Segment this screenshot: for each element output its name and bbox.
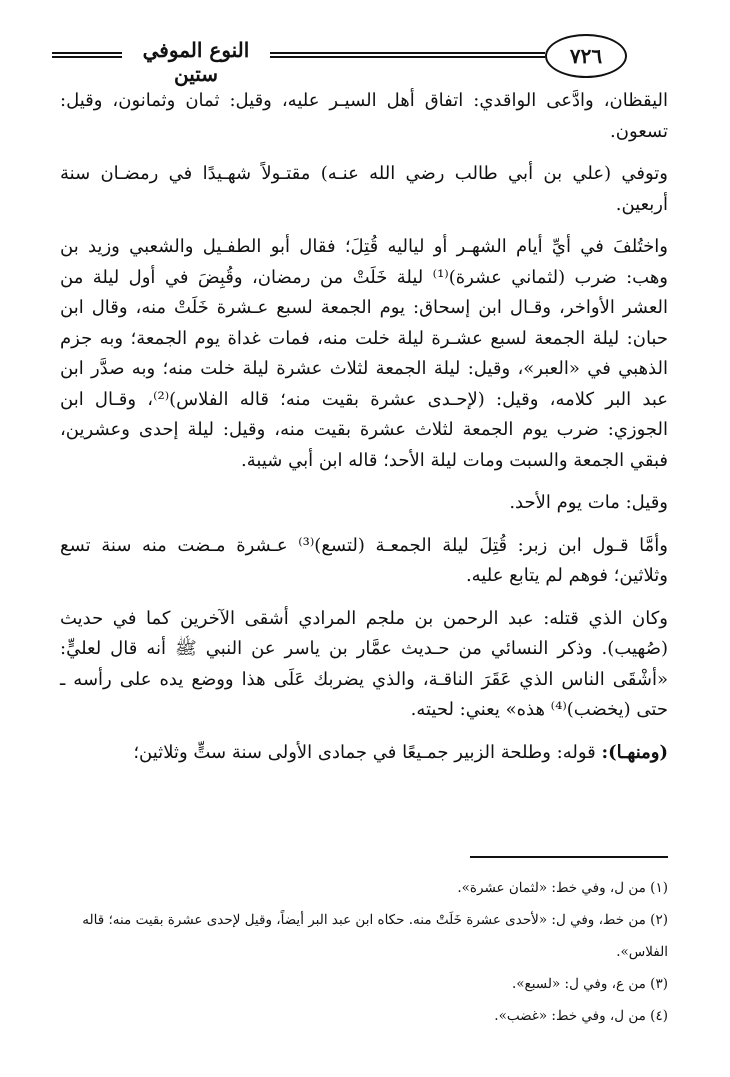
paragraph-last [60,738,668,769]
paragraph: وأمَّا قـول ابن زبر: قُتِلَ ليلة الجمعـة (لتسع)⁽³⁾ عـشرة مـضت منه سنة تسع وثلاثين؛ فوهم لم يتابع عليه. [60,534,669,586]
paragraph: اليقظان، وادَّعى الواقدي: اتفاق أهل السيـر عليه، وقيل: ثمان وثمانون، وقيل: تسعون. [60,90,668,142]
page-number-badge [545,34,627,78]
footnote: (٢) من خط، وفي ل: «لأحدى عشرة خَلَتْ منه. حكاه ابن عبد البر أيضاً، وقيل لإحدى عشرة بقيت منه؛ قاله الفلاس». [82,912,668,960]
paragraph-last-text: قوله: وطلحة الزبير جمـيعًا في جمادى الأولى سنة ستٍّ وثلاثين؛ [133,741,602,763]
header-rule-left [52,52,122,58]
page-number: ٧٢٦ [569,44,603,68]
chapter-title: النوع الموفي ستين [142,38,250,86]
header-rule-right [270,52,545,58]
footnote: (١) من ل، وفي خط: «لثمان عشرة». [457,880,668,896]
paragraph: وتوفي (علي بن أبي طالب رضي الله عنـه) مقتـولاً شهـيدًا في رمضـان سنة أربعين. [60,163,668,215]
paragraph: وكان الذي قتله: عبد الرحمن بن ملجم المرادي أشقى الآخرين كما في حديث (صُهيب). وذكر النسائي من حـديث عمَّار بن ياسر عن النبي ﷺ أنه قال لعليٍّ: «أشْقَى الناس الذي عَقَرَ الناقـة، والذي يضربك عَلَى هذا ووضع يده على رأسه ـ حتى (يخضب)⁽⁴⁾ هذه» يعني: لحيته. [60,607,668,720]
paragraph: وقيل: مات يوم الأحد. [509,492,668,513]
page-header [0,14,730,86]
footnote: (٣) من ع، وفي ل: «لسبع». [512,976,668,992]
footnotes [60,872,668,1032]
paragraph-lead: (ومنهـا): [601,741,668,763]
paragraph: واختُلفَ في أيِّ أيام الشهـر أو لياليه قُتِلَ؛ فقال أبو الطفـيل والشعبي وزيد بن وهب: ضرب (لثماني عشرة)⁽¹⁾ ليلة خَلَتْ من رمضان، وقُبِضَ في أول ليلة من العشر الأواخر، وقـال ابن إسحاق: يوم الجمعة لسبع عـشرة خَلَتْ منه، وقال ابن حبان: ليلة الجمعة لسبع عشـرة ليلة خلت منه، فمات غداة يوم الجمعة؛ وبه جزم الذهبي في «العبر»، وقيل: ليلة الجمعة لثلاث عشرة ليلة خلت منه؛ وبه صدَّر ابن عبد البر كلامه، وقيل: (لإحـدى عشرة بقيت منه؛ قاله الفلاس)⁽²⁾، وقـال ابن الجوزي: ضرب يوم الجمعة لثلاث عشرة بقيت منه، وقيل: ليلة إحدى وعشرين، فبقي الجمعة والسبت ومات ليلة الأحد؛ قاله ابن أبي شيبة. [60,236,669,471]
footnote: (٤) من ل، وفي خط: «غضب». [494,1008,668,1024]
main-text [60,86,668,780]
footnote-separator [470,856,668,858]
